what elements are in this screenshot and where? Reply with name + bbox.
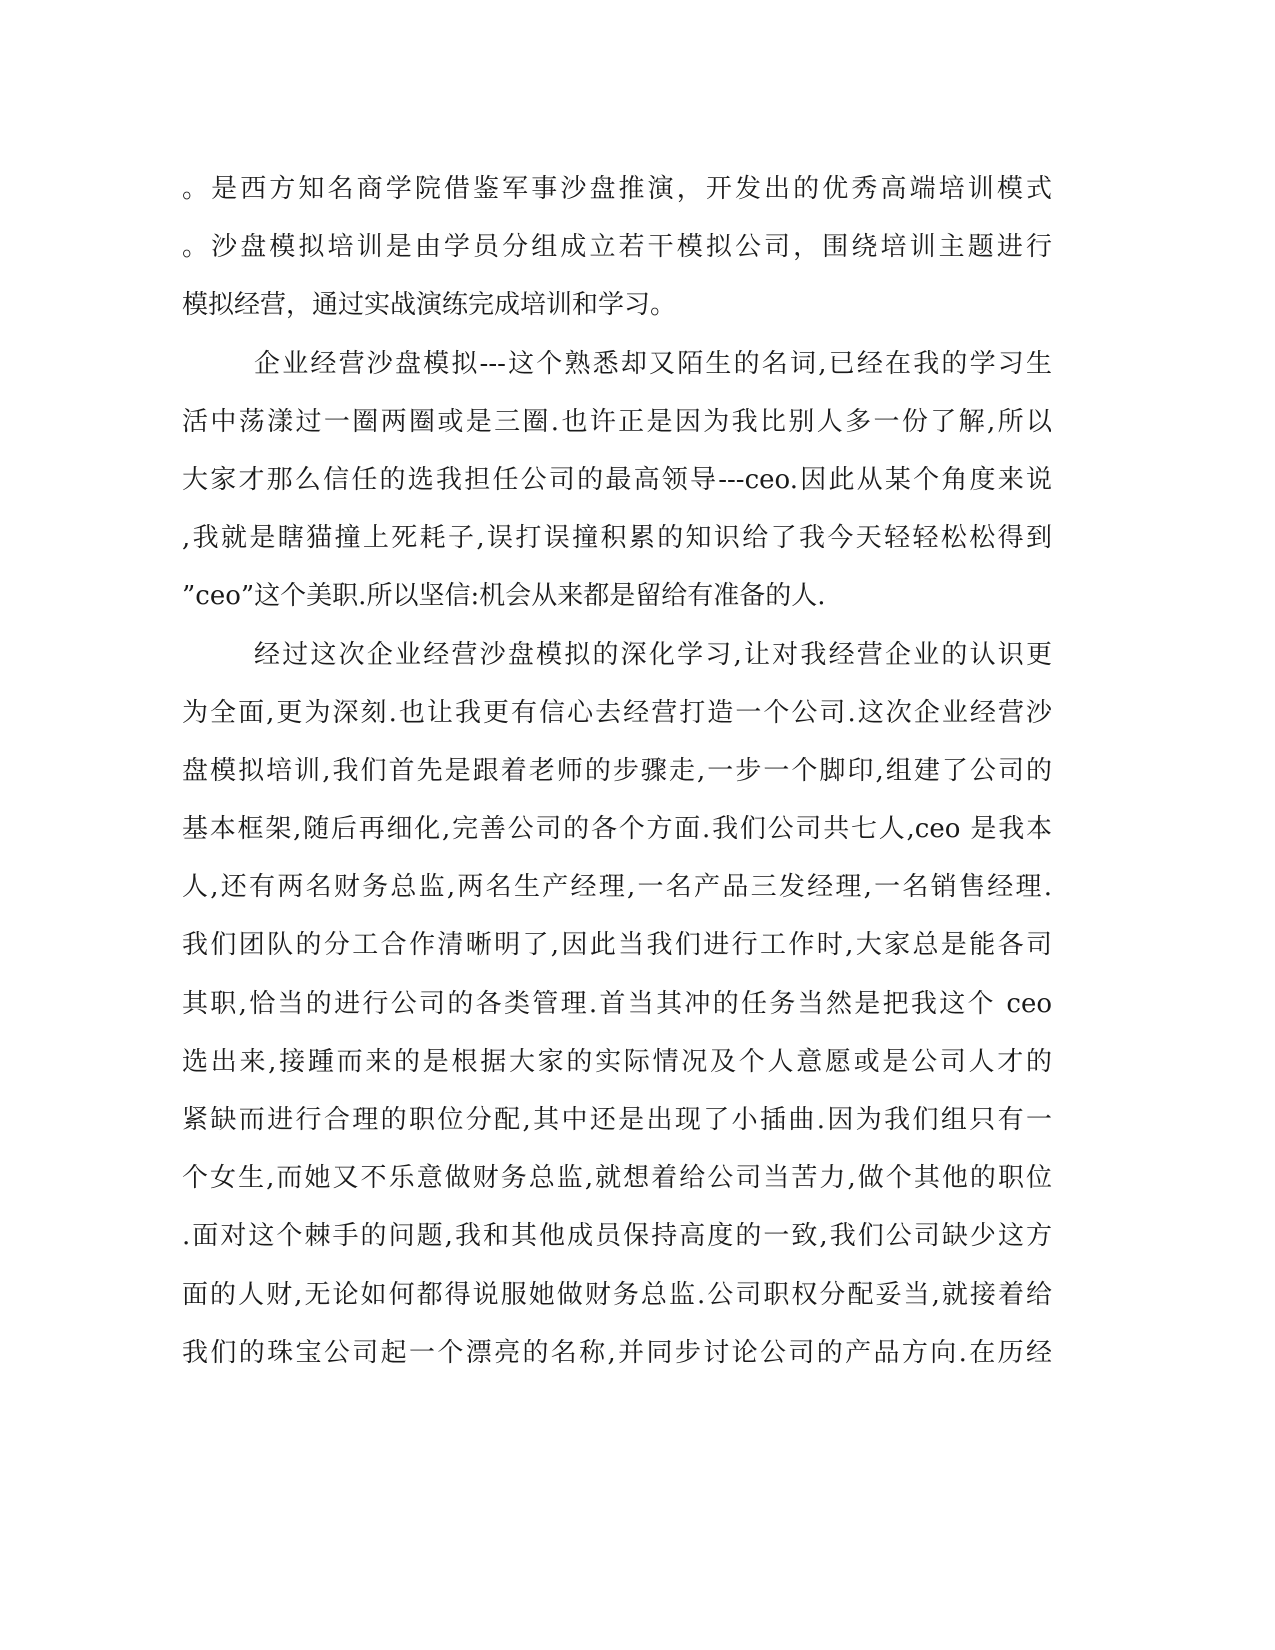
- text-line: 经过这次企业经营沙盘模拟的深化学习,让对我经营企业的认识更: [254, 639, 1052, 670]
- text-line: 为全面,更为深刻.也让我更有信心去经营打造一个公司.这次企业经营沙: [182, 697, 1052, 728]
- text-line: 大家才那么信任的选我担任公司的最高领导---ceo.因此从某个角度来说: [182, 464, 1052, 495]
- text-line: 。沙盘模拟培训是由学员分组成立若干模拟公司，围绕培训主题进行: [182, 232, 1052, 263]
- text-line: 我们的珠宝公司起一个漂亮的名称,并同步讨论公司的产品方向.在历经: [182, 1337, 1052, 1368]
- text-line: ”ceo”这个美职.所以坚信:机会从来都是留给有准备的人.: [182, 581, 826, 612]
- text-line: ,我就是瞎猫撞上死耗子,误打误撞积累的知识给了我今天轻轻松松得到: [182, 523, 1052, 554]
- text-line: 选出来,接踵而来的是根据大家的实际情况及个人意愿或是公司人才的: [182, 1046, 1052, 1077]
- text-line: 盘模拟培训,我们首先是跟着老师的步骤走,一步一个脚印,组建了公司的: [182, 755, 1052, 786]
- text-line: 面的人财,无论如何都得说服她做财务总监.公司职权分配妥当,就接着给: [182, 1279, 1052, 1310]
- text-line: 其职,恰当的进行公司的各类管理.首当其冲的任务当然是把我这个 ceo: [182, 988, 1052, 1019]
- text-line: 。是西方知名商学院借鉴军事沙盘推演，开发出的优秀高端培训模式: [182, 174, 1052, 204]
- text-line: 个女生,而她又不乐意做财务总监,就想着给公司当苦力,做个其他的职位: [182, 1163, 1052, 1194]
- text-line: .面对这个棘手的问题,我和其他成员保持高度的一致,我们公司缺少这方: [182, 1221, 1052, 1252]
- document-body: [182, 160, 1052, 1382]
- text-line: 活中荡漾过一圈两圈或是三圈.也许正是因为我比别人多一份了解,所以: [182, 406, 1052, 437]
- text-line: 我们团队的分工合作清晰明了,因此当我们进行工作时,大家总是能各司: [182, 930, 1052, 961]
- text-line: 基本框架,随后再细化,完善公司的各个方面.我们公司共七人,ceo 是我本: [182, 814, 1052, 845]
- text-line: 企业经营沙盘模拟---这个熟悉却又陌生的名词,已经在我的学习生: [254, 348, 1052, 379]
- text-line: 紧缺而进行合理的职位分配,其中还是出现了小插曲.因为我们组只有一: [182, 1105, 1052, 1135]
- text-line: 人,还有两名财务总监,两名生产经理,一名产品三发经理,一名销售经理.: [182, 872, 1052, 903]
- text-line: 模拟经营，通过实战演练完成培训和学习。: [182, 290, 677, 321]
